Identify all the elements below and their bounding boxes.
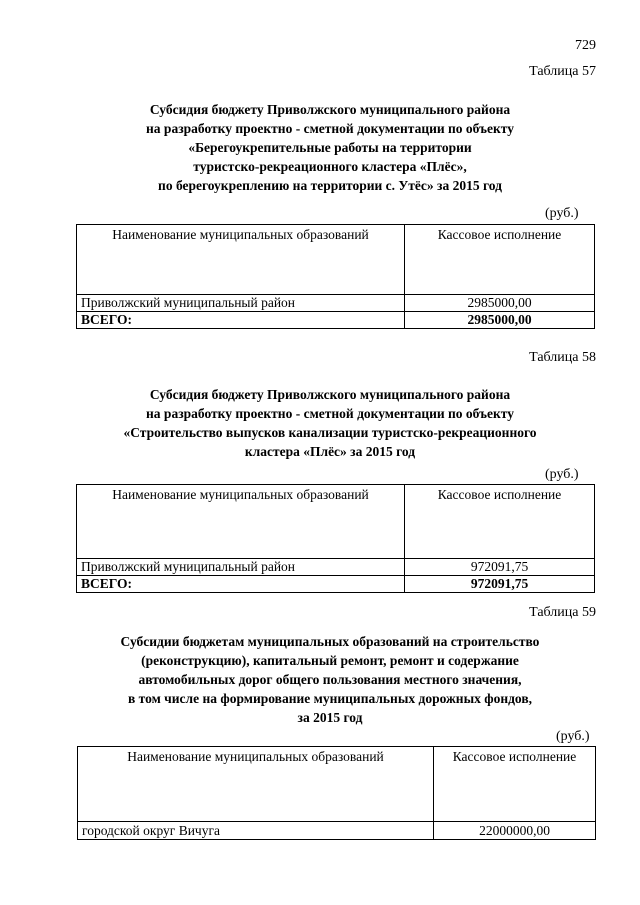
table-row <box>77 559 595 576</box>
col-header: Наименование муниципальных образований <box>78 747 434 822</box>
table-label: Таблица 57 <box>529 64 596 79</box>
unit-label: (руб.) <box>556 729 590 744</box>
row-value: 2985000,00 <box>405 295 595 312</box>
data-table <box>76 224 595 329</box>
table-title: Субсидия бюджету Приволжского муниципального района на разработку проектно - сметной документации по объекту «Строительство выпусков канализации туристско-рекреационного кластера «Плёс» за 2015 год <box>123 387 537 459</box>
table-row <box>77 295 595 312</box>
col-header: Кассовое исполнение <box>434 747 596 822</box>
unit-label: (руб.) <box>545 467 579 482</box>
total-name: ВСЕГО: <box>77 312 405 329</box>
total-row <box>77 576 595 593</box>
page-number: 729 <box>575 38 596 53</box>
col-header: Кассовое исполнение <box>405 225 595 295</box>
total-value: 2985000,00 <box>405 312 595 329</box>
table-title: Субсидия бюджету Приволжского муниципального района на разработку проектно - сметной документации по объекту «Берегоукрепительные работы на территории туристско-рекреационного кластера «Плёс», по берегоукреплению на территории с. Утёс» за 2015 год <box>146 102 514 193</box>
col-header: Наименование муниципальных образований <box>77 485 405 559</box>
col-header: Наименование муниципальных образований <box>77 225 405 295</box>
total-value: 972091,75 <box>405 576 595 593</box>
row-name: городской округ Вичуга <box>78 822 434 840</box>
table-label: Таблица 58 <box>529 350 596 365</box>
table-title: Субсидии бюджетам муниципальных образований на строительство (реконструкцию), капитальный ремонт, ремонт и содержание автомобильных дорог общего пользования местного значения, в том числе на формирование муниципальных дорожных фондов, за 2015 год <box>120 634 540 725</box>
col-header: Кассовое исполнение <box>405 485 595 559</box>
row-value: 972091,75 <box>405 559 595 576</box>
data-table <box>77 746 596 840</box>
row-value: 22000000,00 <box>434 822 596 840</box>
table-row <box>78 822 596 840</box>
total-row <box>77 312 595 329</box>
unit-label: (руб.) <box>545 206 579 221</box>
table-label: Таблица 59 <box>529 605 596 620</box>
row-name: Приволжский муниципальный район <box>77 559 405 576</box>
row-name: Приволжский муниципальный район <box>77 295 405 312</box>
total-name: ВСЕГО: <box>77 576 405 593</box>
data-table <box>76 484 595 593</box>
